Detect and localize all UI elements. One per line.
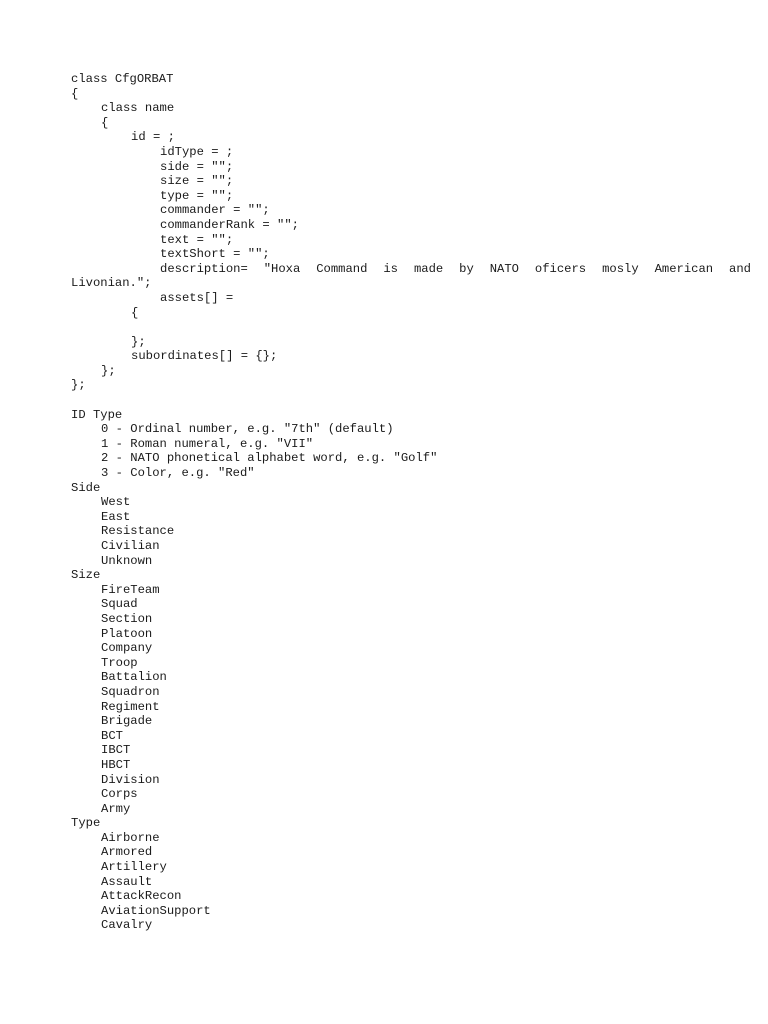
- list-item: 3 - Color, e.g. "Red": [101, 466, 255, 481]
- code-line-commander: commander = "";: [160, 203, 270, 218]
- code-line-subordinates: subordinates[] = {};: [131, 349, 278, 364]
- list-item: Regiment: [101, 699, 160, 714]
- list-item: Armored: [101, 845, 153, 860]
- list-item: AviationSupport: [101, 903, 211, 918]
- code-line-side: side = "";: [160, 159, 234, 174]
- id-type-section: [71, 408, 751, 481]
- list-item: Platoon: [101, 626, 153, 641]
- list-item: Civilian: [101, 539, 160, 553]
- list-item: Company: [101, 641, 153, 656]
- list-item: 2 - NATO phonetical alphabet word, e.g. "Golf": [101, 451, 438, 466]
- list-item: 1 - Roman numeral, e.g. "VII": [101, 436, 314, 451]
- type-section: [71, 816, 751, 933]
- list-item: Brigade: [101, 714, 153, 729]
- list-item: Unknown: [101, 553, 153, 568]
- code-line-size: size = "";: [160, 174, 234, 189]
- blank-line: [71, 393, 751, 408]
- code-line-close-outer: };: [71, 378, 86, 393]
- code-line-assets-close: };: [131, 334, 146, 349]
- code-line-description: description= "Hoxa Command is made by NATO oficers mosly American and Livonian.";: [71, 261, 751, 291]
- code-line-assets-open: {: [131, 305, 139, 320]
- code-line-assets: assets[] =: [160, 290, 234, 305]
- code-line-commander-rank: commanderRank = "";: [160, 217, 299, 232]
- size-section: [71, 568, 751, 816]
- list-item: Assault: [101, 874, 153, 889]
- list-item: Airborne: [101, 830, 160, 845]
- list-item: Cavalry: [101, 918, 153, 933]
- code-block: [71, 72, 751, 393]
- section-heading-id-type: ID Type: [71, 407, 123, 422]
- side-section: [71, 481, 751, 569]
- list-item: Corps: [101, 787, 138, 802]
- section-heading-size: Size: [71, 568, 101, 583]
- list-item: Battalion: [101, 670, 167, 685]
- list-item: Section: [101, 611, 153, 626]
- list-item: HBCT: [101, 757, 131, 772]
- code-line-id: id = ;: [131, 130, 175, 145]
- list-item: AttackRecon: [101, 889, 182, 904]
- list-item: FireTeam: [101, 582, 160, 597]
- code-line-open-brace-inner: {: [101, 115, 109, 130]
- blank-line: [71, 320, 751, 335]
- list-item: BCT: [101, 728, 123, 743]
- list-item: Squad: [101, 597, 138, 612]
- list-item: Army: [101, 801, 131, 816]
- section-heading-type: Type: [71, 816, 101, 831]
- list-item: Troop: [101, 655, 138, 670]
- code-line-text-short: textShort = "";: [160, 247, 270, 262]
- code-line-close-inner: };: [101, 363, 116, 378]
- code-line-open-brace: {: [71, 86, 79, 101]
- code-line-class-name: class name: [101, 101, 175, 116]
- section-heading-side: Side: [71, 480, 101, 495]
- list-item: Squadron: [101, 684, 160, 699]
- code-line-class: class CfgORBAT: [71, 72, 174, 86]
- list-item: Resistance: [101, 524, 175, 539]
- list-item: 0 - Ordinal number, e.g. "7th" (default): [101, 422, 394, 437]
- list-item: Artillery: [101, 860, 167, 875]
- list-item: West: [101, 495, 131, 510]
- code-line-type: type = "";: [160, 188, 234, 203]
- code-line-idtype: idType = ;: [160, 144, 234, 159]
- list-item: East: [101, 509, 131, 524]
- code-line-text: text = "";: [160, 232, 234, 247]
- list-item: IBCT: [101, 743, 131, 758]
- list-item: Division: [101, 772, 160, 787]
- document-page: [71, 72, 751, 933]
